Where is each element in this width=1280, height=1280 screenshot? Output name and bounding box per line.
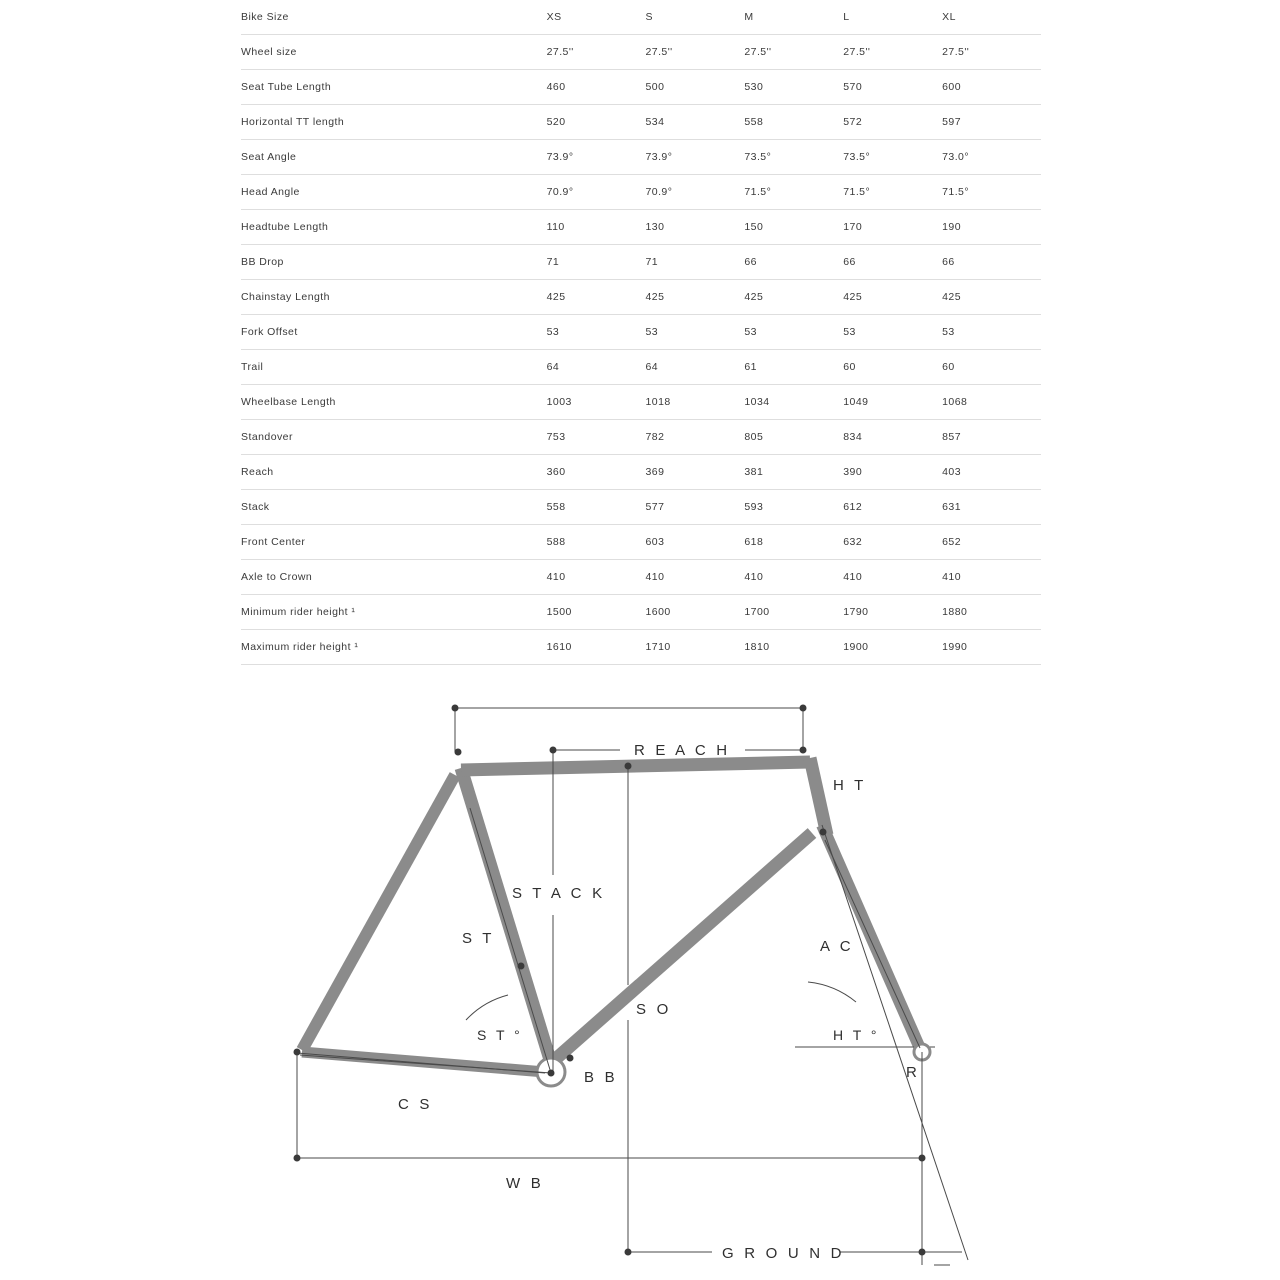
- row-value-s: 27.5'': [645, 35, 744, 70]
- label-r: R: [906, 1064, 921, 1081]
- row-value-l: 572: [843, 105, 942, 140]
- table-row: [241, 420, 1041, 455]
- row-value-m: 73.5°: [744, 140, 843, 175]
- table-row: [241, 525, 1041, 560]
- dot-ground-left: [625, 1249, 632, 1256]
- label-ac: A C: [820, 938, 854, 955]
- dot-bb-left: [294, 1049, 301, 1056]
- dot-reach-left: [550, 747, 557, 754]
- row-value-m: 618: [744, 525, 843, 560]
- label-so: S O: [636, 1001, 672, 1018]
- row-value-s: 369: [645, 455, 744, 490]
- chain-stay: [302, 1052, 545, 1072]
- row-value-xl: 73.0°: [942, 140, 1041, 175]
- label-wb: W B: [506, 1175, 544, 1192]
- row-label: Reach: [241, 455, 547, 490]
- row-label: Head Angle: [241, 175, 547, 210]
- row-value-xs: 425: [547, 280, 646, 315]
- row-value-xl: 1880: [942, 595, 1041, 630]
- row-value-s: 782: [645, 420, 744, 455]
- dot-seat-tube-mid: [518, 963, 525, 970]
- label-ht-angle: H T °: [833, 1027, 880, 1043]
- row-value-xs: 71: [547, 245, 646, 280]
- row-label: Front Center: [241, 525, 547, 560]
- label-ground: G R O U N D: [722, 1245, 845, 1262]
- frame-geometry-diagram: [0, 690, 1280, 1280]
- table-row: [241, 315, 1041, 350]
- row-label: BB Drop: [241, 245, 547, 280]
- row-value-m: 1034: [744, 385, 843, 420]
- junction-dots: [294, 705, 926, 1256]
- table-row: [241, 385, 1041, 420]
- row-value-xl: 190: [942, 210, 1041, 245]
- table-row: [241, 560, 1041, 595]
- label-ht: H T: [833, 777, 867, 794]
- down-tube: [551, 833, 812, 1063]
- table-row: [241, 490, 1041, 525]
- column-header-l: L: [843, 0, 942, 35]
- row-value-xs: 1003: [547, 385, 646, 420]
- row-value-xl: 631: [942, 490, 1041, 525]
- row-value-l: 53: [843, 315, 942, 350]
- column-header-xl: XL: [942, 0, 1041, 35]
- row-value-s: 410: [645, 560, 744, 595]
- row-label: Trail: [241, 350, 547, 385]
- dot-top-right: [800, 705, 807, 712]
- row-value-xl: 71.5°: [942, 175, 1041, 210]
- seat-angle-arc: [466, 995, 508, 1020]
- row-value-xs: 753: [547, 420, 646, 455]
- row-value-xl: 60: [942, 350, 1041, 385]
- row-value-xs: 558: [547, 490, 646, 525]
- row-value-l: 612: [843, 490, 942, 525]
- column-header-xs: XS: [547, 0, 646, 35]
- row-value-m: 530: [744, 70, 843, 105]
- table-row: [241, 630, 1041, 665]
- row-value-s: 1710: [645, 630, 744, 665]
- row-value-s: 603: [645, 525, 744, 560]
- row-value-xs: 70.9°: [547, 175, 646, 210]
- dot-bb: [548, 1070, 555, 1077]
- frame-tubes: [302, 758, 922, 1086]
- label-bb: B B: [584, 1069, 618, 1086]
- row-value-m: 425: [744, 280, 843, 315]
- row-value-m: 150: [744, 210, 843, 245]
- row-value-xs: 53: [547, 315, 646, 350]
- table-row: [241, 175, 1041, 210]
- row-value-l: 71.5°: [843, 175, 942, 210]
- table-row: [241, 70, 1041, 105]
- row-value-xl: 857: [942, 420, 1041, 455]
- row-value-xs: 110: [547, 210, 646, 245]
- row-label: Maximum rider height ¹: [241, 630, 547, 665]
- top-tube: [461, 762, 810, 770]
- dot-head-top: [800, 747, 807, 754]
- chainstay-measure-line: [297, 1053, 545, 1073]
- table-row: [241, 455, 1041, 490]
- row-value-xs: 1610: [547, 630, 646, 665]
- row-value-m: 593: [744, 490, 843, 525]
- row-label: Headtube Length: [241, 210, 547, 245]
- seat-stay: [302, 775, 455, 1050]
- dot-head-bottom: [820, 829, 827, 836]
- row-value-s: 71: [645, 245, 744, 280]
- row-value-m: 1700: [744, 595, 843, 630]
- row-value-xl: 53: [942, 315, 1041, 350]
- dot-wb-left: [294, 1155, 301, 1162]
- row-label: Horizontal TT length: [241, 105, 547, 140]
- row-value-l: 73.5°: [843, 140, 942, 175]
- row-value-m: 410: [744, 560, 843, 595]
- label-st-angle: S T °: [477, 1027, 523, 1043]
- row-value-xl: 652: [942, 525, 1041, 560]
- row-value-s: 64: [645, 350, 744, 385]
- row-value-m: 27.5'': [744, 35, 843, 70]
- row-value-xl: 1990: [942, 630, 1041, 665]
- row-value-l: 60: [843, 350, 942, 385]
- table-row: [241, 245, 1041, 280]
- row-label: Axle to Crown: [241, 560, 547, 595]
- table-header-row: [241, 0, 1041, 35]
- head-angle-arc: [808, 982, 856, 1002]
- row-value-xl: 600: [942, 70, 1041, 105]
- row-value-xl: 597: [942, 105, 1041, 140]
- row-value-m: 805: [744, 420, 843, 455]
- row-value-l: 1900: [843, 630, 942, 665]
- row-value-xl: 403: [942, 455, 1041, 490]
- row-value-l: 570: [843, 70, 942, 105]
- table-row: [241, 280, 1041, 315]
- row-value-s: 73.9°: [645, 140, 744, 175]
- row-label: Seat Angle: [241, 140, 547, 175]
- row-value-xs: 410: [547, 560, 646, 595]
- table-row: [241, 35, 1041, 70]
- row-value-l: 170: [843, 210, 942, 245]
- row-value-xs: 73.9°: [547, 140, 646, 175]
- row-value-xs: 360: [547, 455, 646, 490]
- row-value-xs: 64: [547, 350, 646, 385]
- row-value-l: 632: [843, 525, 942, 560]
- table-row: [241, 210, 1041, 245]
- row-value-l: 410: [843, 560, 942, 595]
- row-value-s: 1018: [645, 385, 744, 420]
- dot-ground-right: [919, 1249, 926, 1256]
- dot-standover-top: [625, 763, 632, 770]
- row-value-xs: 27.5'': [547, 35, 646, 70]
- row-value-xl: 425: [942, 280, 1041, 315]
- row-value-xs: 588: [547, 525, 646, 560]
- row-value-l: 834: [843, 420, 942, 455]
- row-value-xl: 1068: [942, 385, 1041, 420]
- row-value-xl: 410: [942, 560, 1041, 595]
- label-st: S T: [462, 930, 495, 947]
- row-label: Minimum rider height ¹: [241, 595, 547, 630]
- dot-wb-right: [919, 1155, 926, 1162]
- column-header-m: M: [744, 0, 843, 35]
- row-value-l: 66: [843, 245, 942, 280]
- head-tube: [810, 758, 827, 835]
- dot-seat-top: [455, 749, 462, 756]
- row-value-s: 534: [645, 105, 744, 140]
- row-value-s: 577: [645, 490, 744, 525]
- table-row: [241, 350, 1041, 385]
- row-value-l: 390: [843, 455, 942, 490]
- dot-bb-right: [567, 1055, 574, 1062]
- row-value-xs: 1500: [547, 595, 646, 630]
- row-value-m: 71.5°: [744, 175, 843, 210]
- row-value-xs: 460: [547, 70, 646, 105]
- row-value-l: 425: [843, 280, 942, 315]
- row-label: Stack: [241, 490, 547, 525]
- row-value-m: 381: [744, 455, 843, 490]
- row-value-s: 130: [645, 210, 744, 245]
- seat-tube: [461, 768, 551, 1063]
- row-value-xl: 66: [942, 245, 1041, 280]
- geometry-table: [241, 0, 1041, 665]
- row-value-s: 70.9°: [645, 175, 744, 210]
- row-value-xs: 520: [547, 105, 646, 140]
- row-label: Chainstay Length: [241, 280, 547, 315]
- row-label: Wheelbase Length: [241, 385, 547, 420]
- label-reach: R E A C H: [634, 742, 731, 759]
- table-row: [241, 105, 1041, 140]
- label-stack: S T A C K: [512, 885, 606, 902]
- label-cs: C S: [398, 1096, 433, 1113]
- table-row: [241, 595, 1041, 630]
- row-value-xl: 27.5'': [942, 35, 1041, 70]
- row-value-l: 1049: [843, 385, 942, 420]
- row-value-m: 53: [744, 315, 843, 350]
- table-row: [241, 140, 1041, 175]
- row-value-s: 53: [645, 315, 744, 350]
- row-value-s: 1600: [645, 595, 744, 630]
- row-value-m: 558: [744, 105, 843, 140]
- row-value-l: 1790: [843, 595, 942, 630]
- row-label: Wheel size: [241, 35, 547, 70]
- row-label: Standover: [241, 420, 547, 455]
- row-value-m: 61: [744, 350, 843, 385]
- row-label: Fork Offset: [241, 315, 547, 350]
- row-value-l: 27.5'': [843, 35, 942, 70]
- column-header-s: S: [645, 0, 744, 35]
- dot-top-left: [452, 705, 459, 712]
- row-value-m: 66: [744, 245, 843, 280]
- column-header-size: Bike Size: [241, 0, 547, 35]
- row-value-s: 425: [645, 280, 744, 315]
- row-value-s: 500: [645, 70, 744, 105]
- row-label: Seat Tube Length: [241, 70, 547, 105]
- geometry-table-container: [241, 0, 1041, 665]
- row-value-m: 1810: [744, 630, 843, 665]
